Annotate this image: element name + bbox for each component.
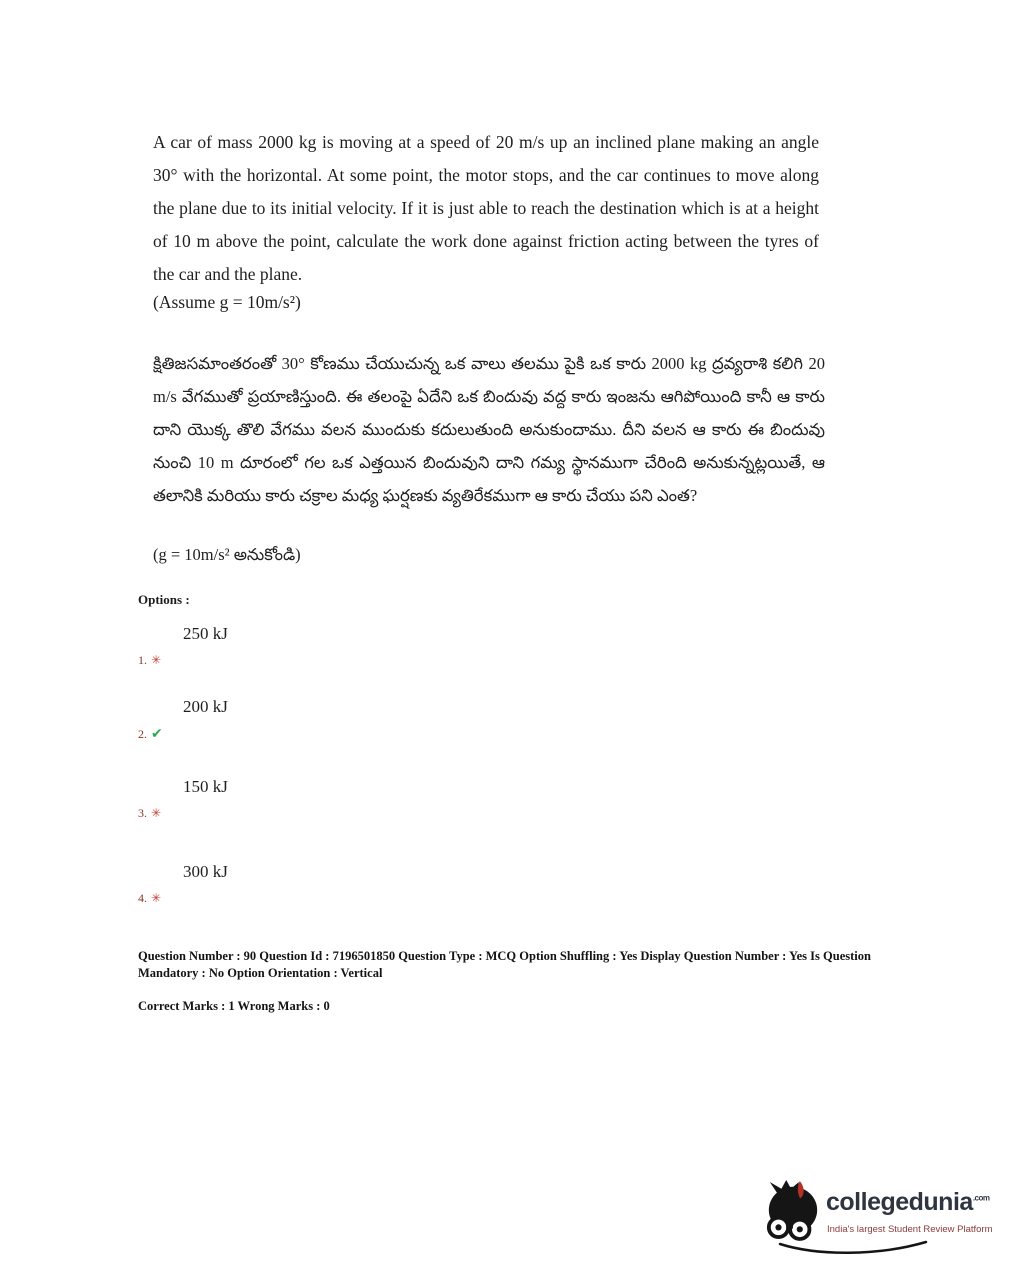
option-marker <box>138 891 438 906</box>
brand-swoosh-icon <box>778 1240 928 1258</box>
option-value: 150 kJ <box>183 777 228 796</box>
question-text-english: A car of mass 2000 kg is moving at a speed of 20 m/s up an inclined plane making an angle 30° with the horizontal. At some point, the motor stops, and the car continues to move along the plane due to its initial velocity. If it is just able to reach the destination which is at a height of 10 m above the point, calculate the work done against friction acting between the tyres of the car and the plane. <box>153 132 819 284</box>
question-assumption-telugu: (g = 10m/s² అనుకోండి) <box>153 545 301 564</box>
option-value: 200 kJ <box>183 697 228 716</box>
option-number: 4. <box>138 891 147 905</box>
wrong-answer-icon: ✳ <box>151 891 162 905</box>
brand-name: collegedunia <box>826 1188 973 1216</box>
option-row-1 <box>138 624 438 668</box>
option-row-4 <box>138 862 438 906</box>
question-metadata <box>138 948 916 1015</box>
brand-tagline: India's largest Student Review Platform <box>827 1224 993 1235</box>
option-marker <box>138 653 438 668</box>
metadata-line-2: Correct Marks : 1 Wrong Marks : 0 <box>138 999 330 1013</box>
options-label: Options : <box>138 592 190 607</box>
collegedunia-mascot-icon <box>764 1178 822 1242</box>
brand-wordmark <box>826 1188 989 1217</box>
option-value: 250 kJ <box>183 624 228 643</box>
option-number: 3. <box>138 806 147 820</box>
option-value: 300 kJ <box>183 862 228 881</box>
option-row-2 <box>138 697 438 742</box>
wrong-answer-icon: ✳ <box>151 653 162 667</box>
option-row-3 <box>138 777 438 821</box>
correct-answer-icon: ✔ <box>151 726 163 742</box>
collegedunia-logo <box>764 1176 1014 1260</box>
option-marker <box>138 726 438 742</box>
option-number: 2. <box>138 727 147 741</box>
question-text-telugu: క్షితిజసమాంతరంతో 30° కోణము చేయుచున్న ఒక వాలు తలము పైకి ఒక కారు 2000 kg ద్రవ్యరాశి కలిగి 20 m/s వేగముతో ప్రయాణిస్తుంది. ఈ తలంపై ఏదేని ఒక బిందువు వద్ద కారు ఇంజను ఆగిపోయింది కానీ ఆ కారు దాని యొక్క తొలి వేగము వలన ముందుకు కదులుతుంది అనుకుందాము. దీని వలన ఆ కారు ఈ బిందువు నుంచి 10 m దూరంలో గల ఒక ఎత్తయిన బిందువుని దాని గమ్య స్థానముగా చేరింది అనుకున్నట్లయితే, ఆ తలానికి మరియు కారు చక్రాల మధ్య ఘర్షణకు వ్యతిరేకముగా ఆ కారు చేయు పని ఎంత? <box>153 354 825 505</box>
option-number: 1. <box>138 653 147 667</box>
brand-suffix: .com <box>972 1193 990 1203</box>
metadata-line-1: Question Number : 90 Question Id : 7196501850 Question Type : MCQ Option Shuffling : Yes Display Question Number : Yes Is Question Mandatory : No Option Orientation : Vertical <box>138 949 871 980</box>
question-assumption-english: (Assume g = 10m/s²) <box>153 292 301 312</box>
wrong-answer-icon: ✳ <box>151 806 162 820</box>
option-marker <box>138 806 438 821</box>
